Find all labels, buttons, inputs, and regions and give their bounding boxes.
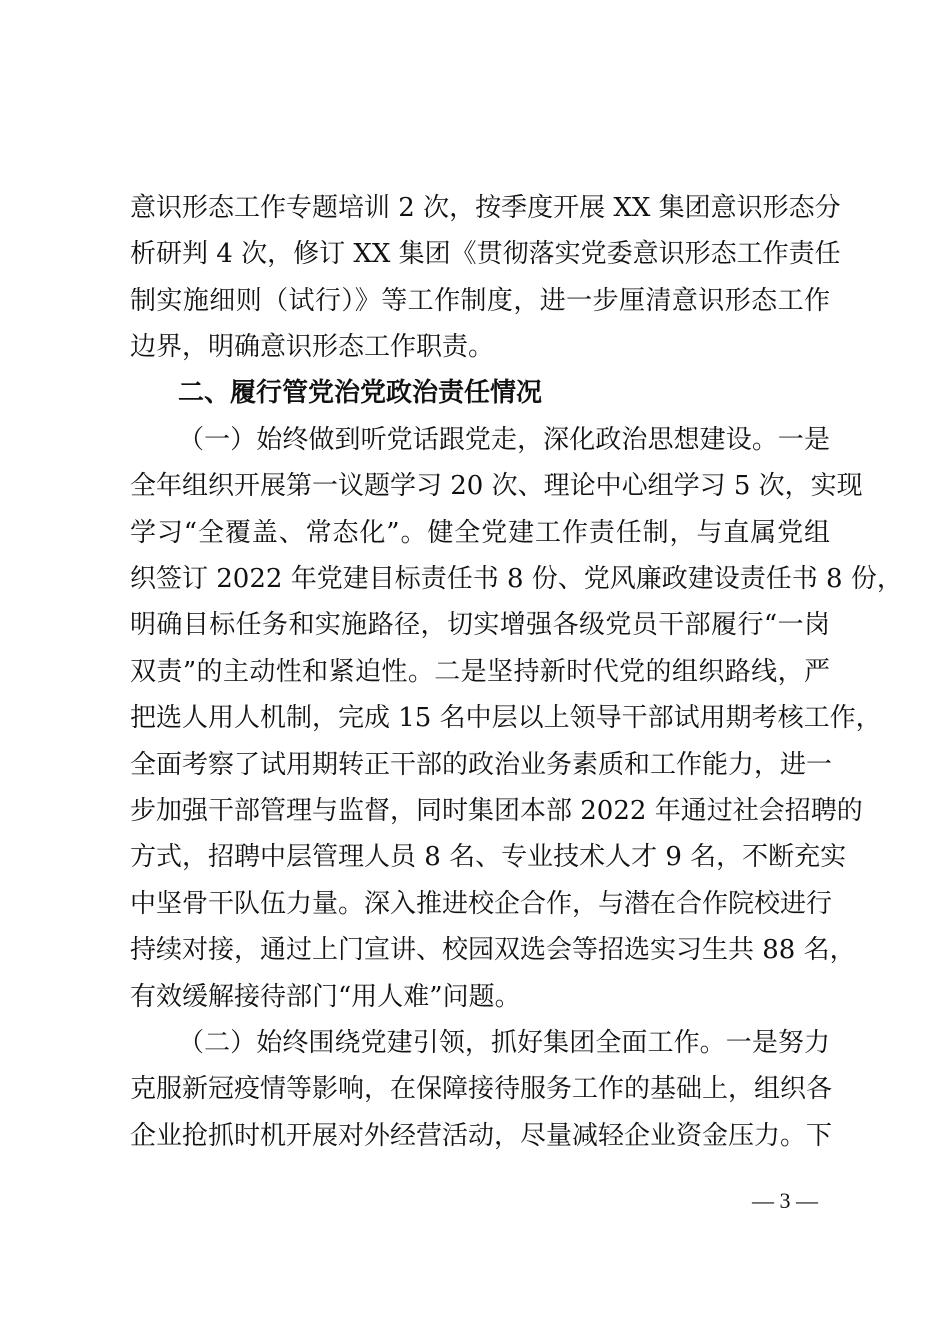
page-number: — 3 — <box>752 1188 818 1213</box>
paragraph-first-line: （一）始终做到听党话跟党走，深化政治思想建设。一是 <box>178 425 830 455</box>
body-text-line: 有效缓解接待部门“用人难”问题。 <box>130 982 521 1012</box>
body-text-line: 步加强干部管理与监督，同时集团本部 2022 年通过社会招聘的 <box>130 796 863 826</box>
body-text-line: 全面考察了试用期转正干部的政治业务素质和工作能力，进一 <box>130 750 833 780</box>
section-heading: 二、履行管党治党政治责任情况 <box>178 378 543 408</box>
body-text-line: 方式，招聘中层管理人员 8 名、专业技术人才 9 名，不断充实 <box>130 842 847 872</box>
body-text-line: 制实施细则（试行）》等工作制度，进一步厘清意识形态工作 <box>130 286 830 316</box>
body-text-line: 克服新冠疫情等影响，在保障接待服务工作的基础上，组织各 <box>130 1074 833 1104</box>
body-text-line: 织签订 2022 年党建目标责任书 8 份、党风廉政建设责任书 8 份， <box>130 564 903 594</box>
body-text-line: 双责”的主动性和紧迫性。二是坚持新时代党的组织路线，严 <box>130 657 830 687</box>
body-text-line: 全年组织开展第一议题学习 20 次、理论中心组学习 5 次，实现 <box>130 471 863 501</box>
body-text-line: 意识形态工作专题培训 2 次，按季度开展 XX 集团意识形态分 <box>130 193 841 223</box>
body-text-line: 边界，明确意识形态工作职责。 <box>130 332 495 362</box>
paragraph-first-line: （二）始终围绕党建引领，抓好集团全面工作。一是努力 <box>178 1028 830 1058</box>
body-text-line: 明确目标任务和实施路径，切实增强各级党员干部履行“一岗 <box>130 610 830 640</box>
body-text-line: 企业抢抓时机开展对外经营活动，尽量减轻企业资金压力。下 <box>130 1121 833 1151</box>
body-text-line: 把选人用人机制，完成 15 名中层以上领导干部试用期考核工作， <box>130 703 882 733</box>
body-text-line: 析研判 4 次，修订 XX 集团《贯彻落实党委意识形态工作责任 <box>130 239 841 269</box>
body-text-line: 中坚骨干队伍力量。深入推进校企合作，与潜在合作院校进行 <box>130 889 833 919</box>
body-text-line: 学习“全覆盖、常态化”。健全党建工作责任制，与直属党组 <box>130 518 830 548</box>
body-text-line: 持续对接，通过上门宣讲、校园双选会等招选实习生共 88 名， <box>130 935 856 965</box>
